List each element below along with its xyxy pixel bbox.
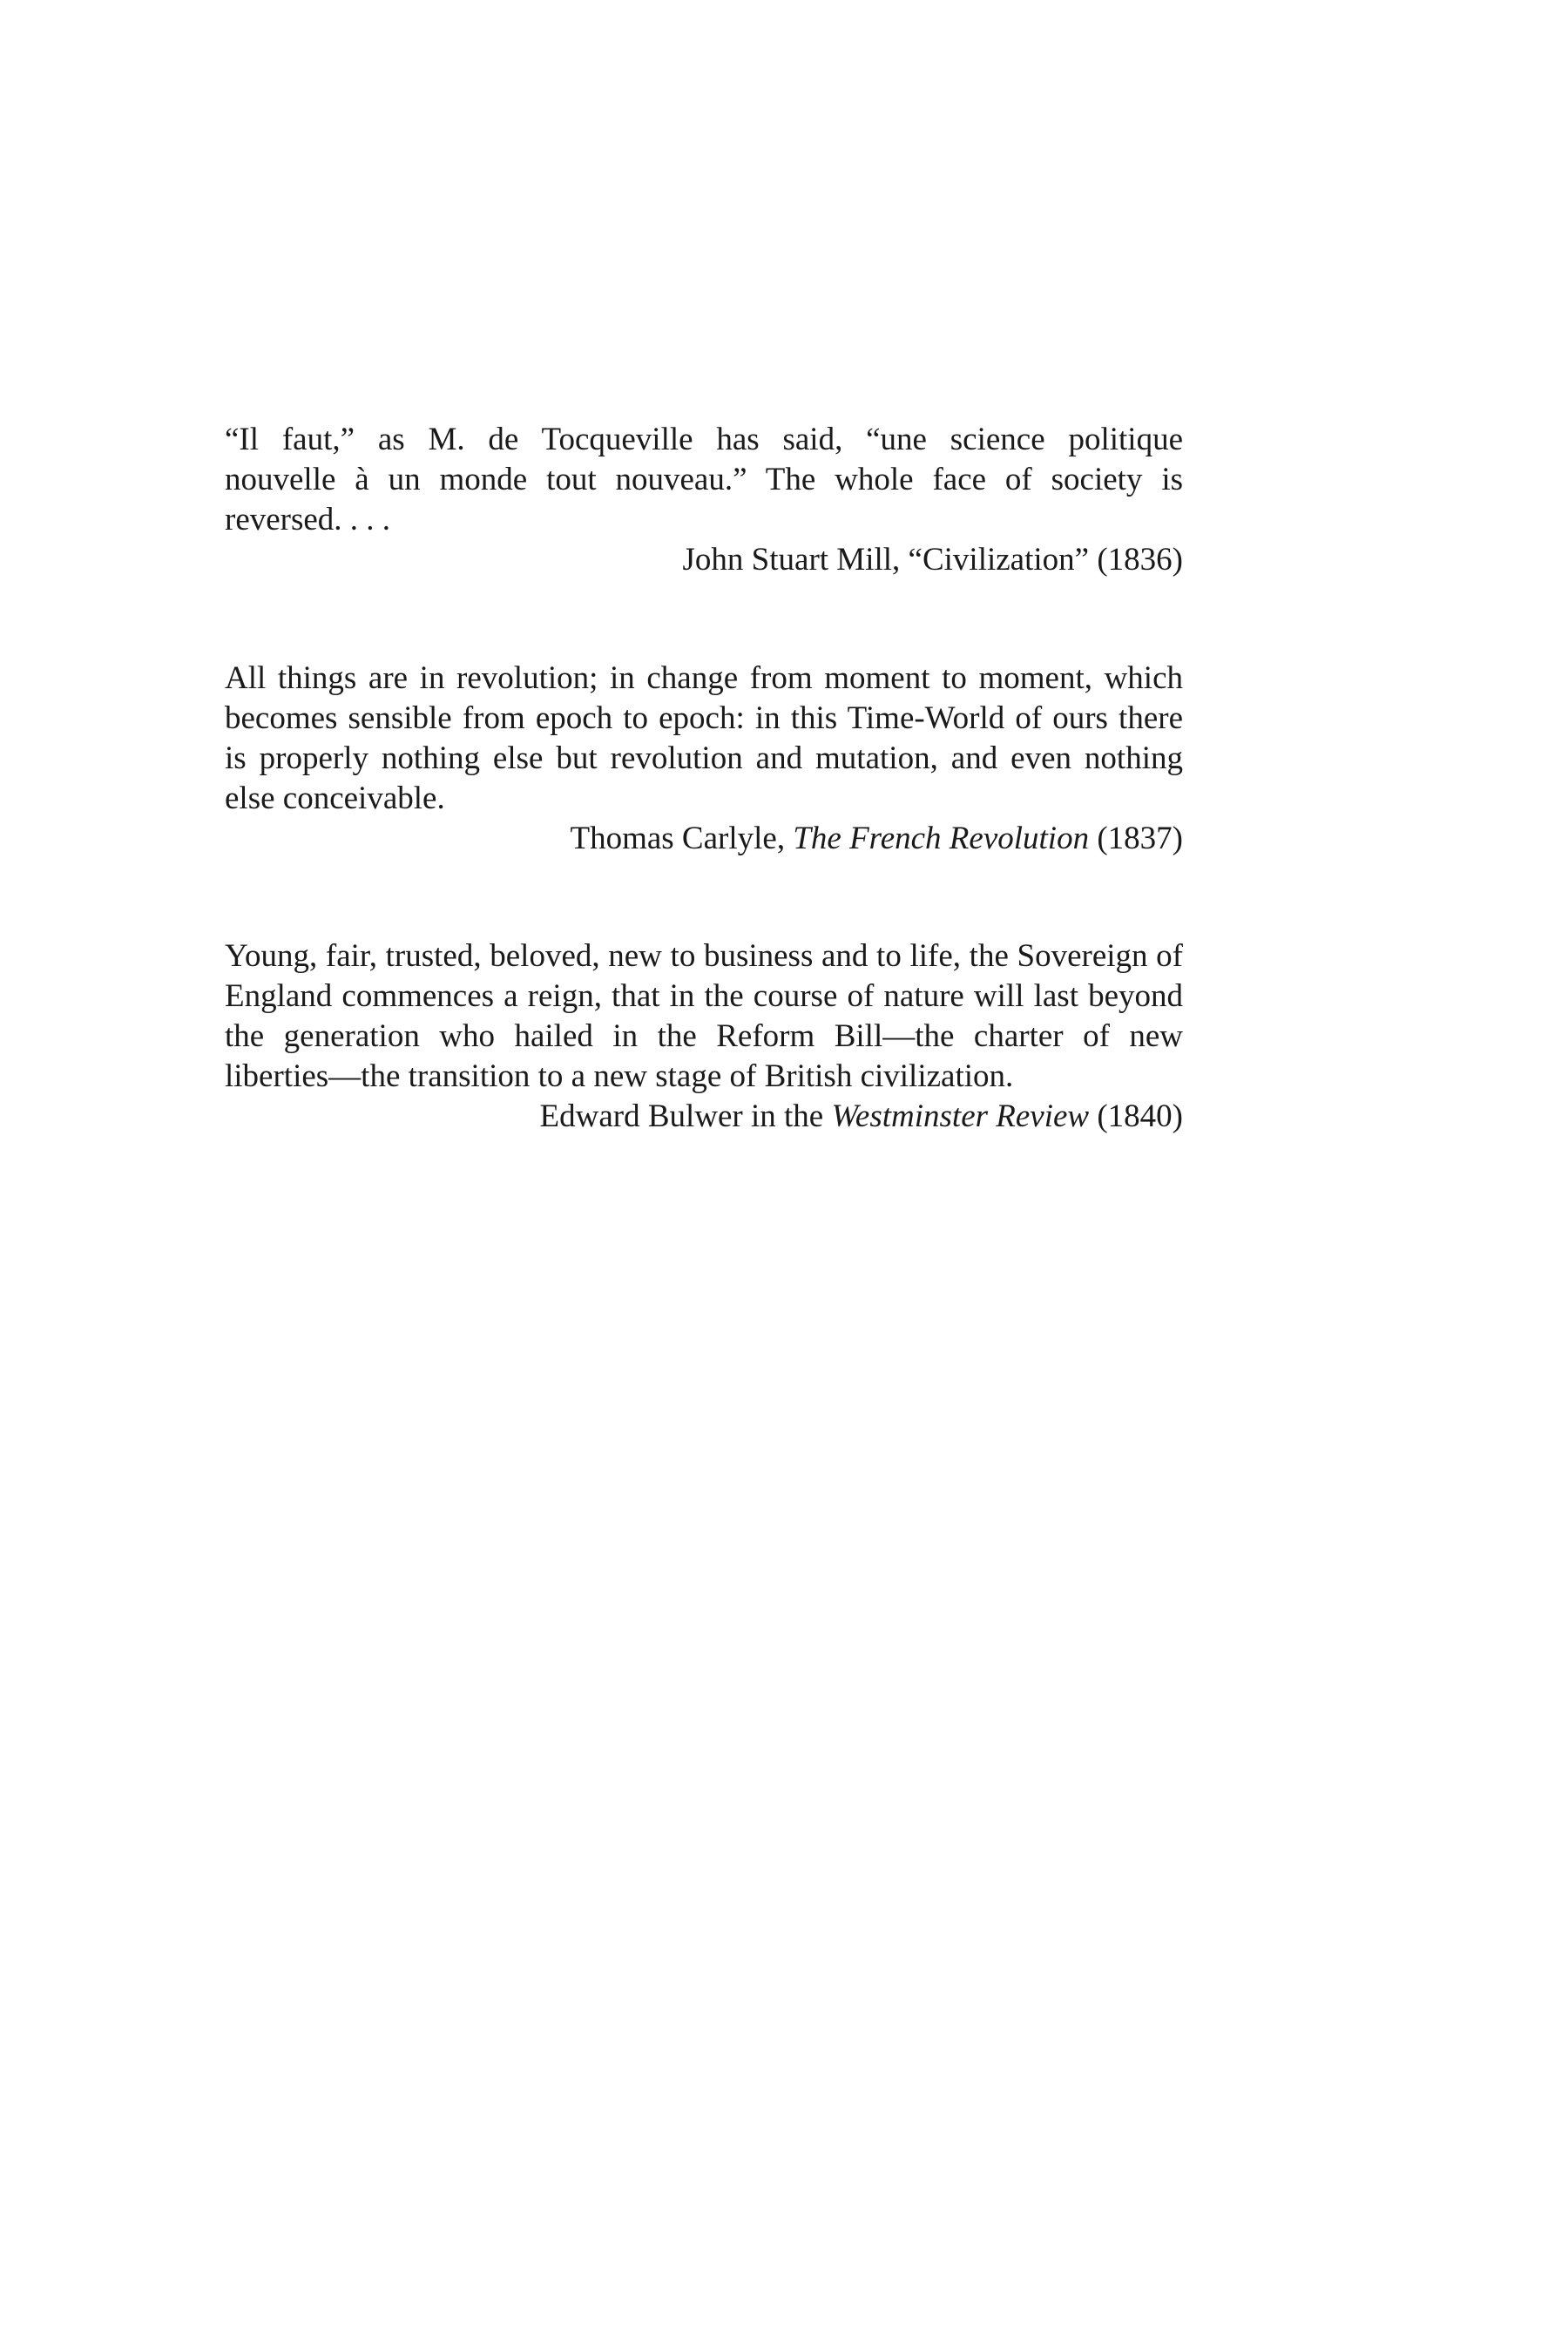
attribution-author: John Stuart Mill, “Civilization” (682, 542, 1090, 578)
epigraph-attribution (225, 819, 1183, 859)
quote-line: else conceivable. (225, 781, 445, 816)
epigraph-bulwer (225, 936, 1183, 1137)
quote-line: is properly nothing else but revolution and mutation, and even nothing (225, 740, 1183, 776)
epigraph-attribution (225, 1097, 1183, 1137)
epigraph-attribution (225, 540, 1183, 580)
attribution-title: The French Revolution (793, 821, 1090, 856)
attribution-author: Edward Bulwer in the (539, 1098, 824, 1134)
epigraph-quote (225, 420, 1183, 540)
attribution-year: (1837) (1097, 821, 1183, 856)
quote-line: reversed. . . . (225, 502, 391, 537)
quote-line: nouvelle à un monde tout nouveau.” The whole face of society is (225, 462, 1183, 497)
attribution-author: Thomas Carlyle, (570, 821, 786, 856)
epigraph-quote (225, 659, 1183, 819)
epigraph-quote (225, 936, 1183, 1097)
quote-line: England commences a reign, that in the course of nature will last beyond (225, 978, 1183, 1014)
quote-line: liberties—the transition to a new stage of British civilization. (225, 1058, 1014, 1094)
quote-line: becomes sensible from epoch to epoch: in this Time-World of ours there (225, 700, 1183, 736)
epigraph-mill (225, 420, 1183, 580)
quote-line: Young, fair, trusted, beloved, new to business and to life, the Sovereign of (225, 938, 1183, 974)
attribution-year: (1840) (1097, 1098, 1183, 1134)
epigraph-carlyle (225, 659, 1183, 859)
quote-line: “Il faut,” as M. de Tocqueville has said, “une science politique (225, 422, 1183, 457)
attribution-title: Westminster Review (831, 1098, 1090, 1134)
quote-line: All things are in revolution; in change from moment to moment, which (225, 660, 1183, 696)
attribution-year: (1836) (1097, 542, 1183, 578)
quote-line: the generation who hailed in the Reform Bill—the charter of new (225, 1018, 1183, 1054)
